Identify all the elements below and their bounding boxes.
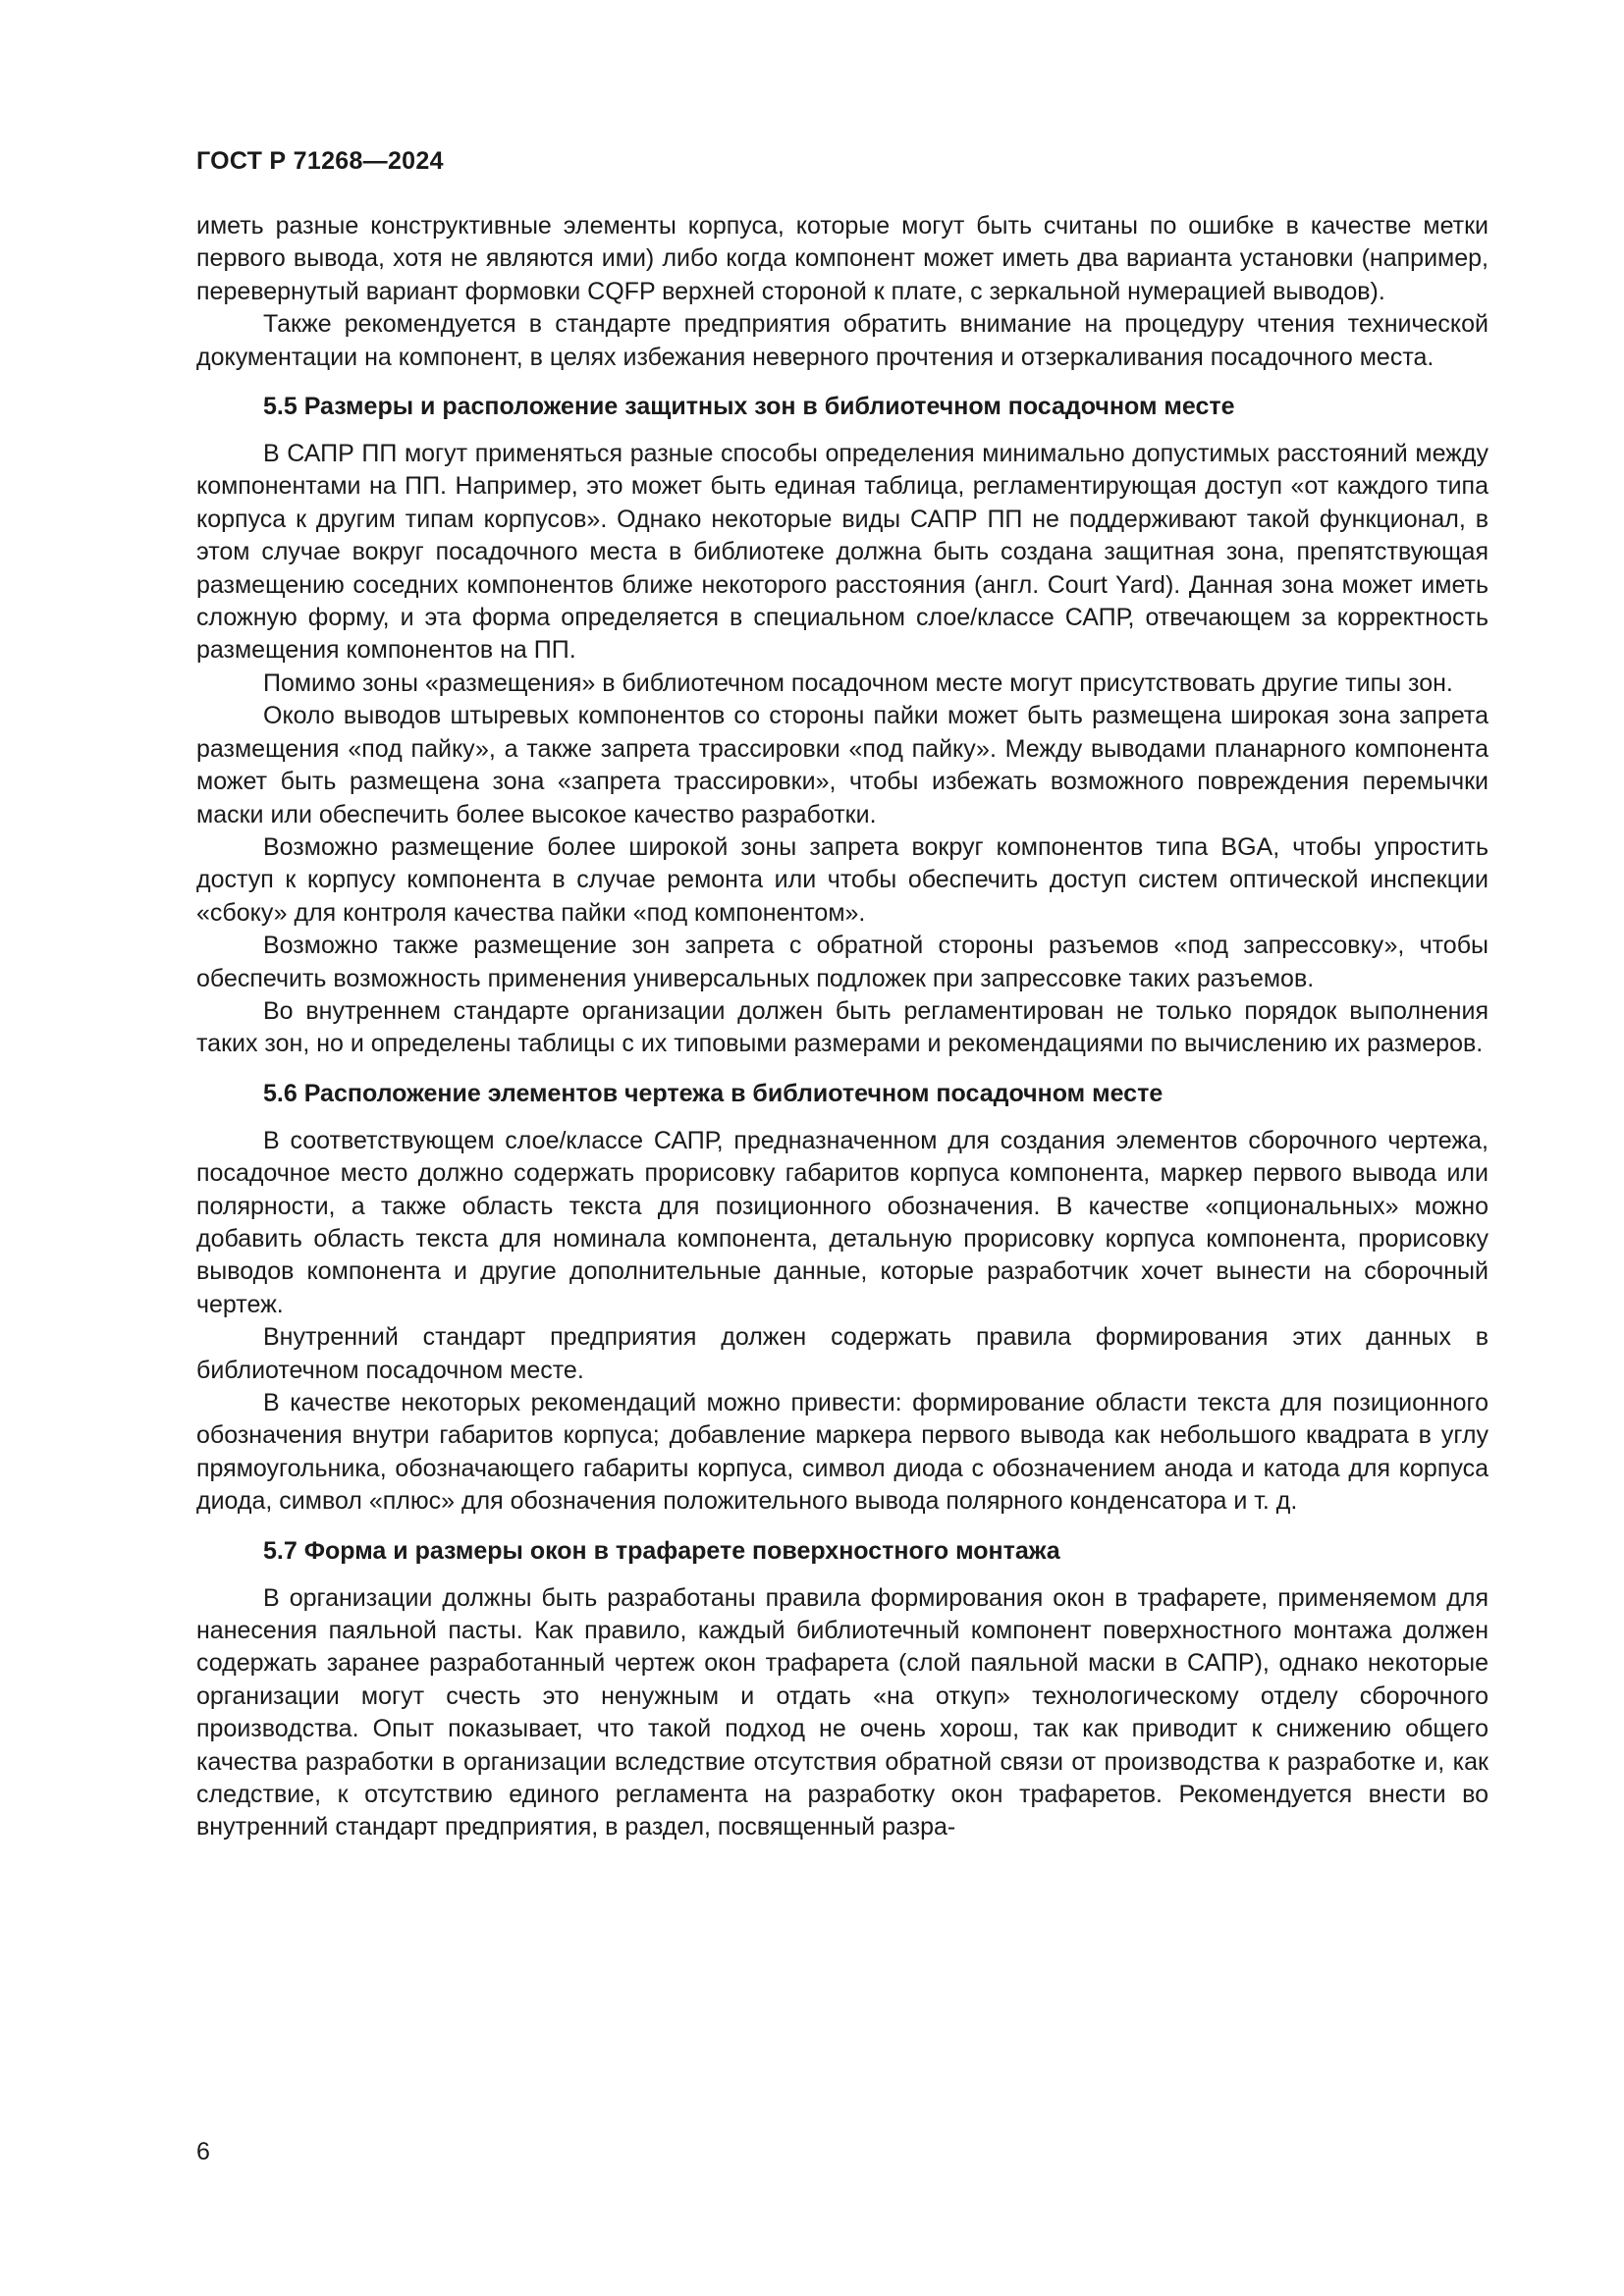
section-5-6-paragraph: В соответствующем слое/классе САПР, предназначенном для создания элементов сборочного чертежа, посадочное место должно содержать прорисовку габаритов корпуса компонента, маркер первого вывода или полярности, а также область текста для позиционного обозначения. В качестве «опциональных» можно добавить область текста для номинала компонента, детальную прорисовку корпуса компонента, прорисовку выводов компонента и другие дополнительные данные, которые разработчик хочет вынести на сборочный чертеж.	[196, 1126, 1489, 1318]
paragraph-recommendation: Также рекомендуется в стандарте предприятия обратить внимание на процедуру чтения технической документации на компонент, в целях избежания неверного прочтения и отзеркаливания посадочного места.	[196, 310, 1489, 371]
section-5-5-heading: 5.5 Размеры и расположение защитных зон в библиотечном посадочном месте	[263, 393, 1235, 421]
paragraph-continuation: иметь разные конструктивные элементы корпуса, которые могут быть считаны по ошибке в качестве метки первого вывода, хотя не являются ими) либо когда компонент может иметь два варианта установки (например, перевернутый вариант формовки CQFP верхней стороной к плате, с зеркальной нумерацией выводов).	[196, 212, 1489, 305]
section-5-7-paragraph: В организации должны быть разработаны правила формирования окон в трафарете, применяемом для нанесения паяльной пасты. Как правило, каждый библиотечный компонент поверхностного монтажа должен содержать заранее разработанный чертеж окон трафарета (слой паяльной маски в САПР), однако некоторые организации могут счесть это ненужным и отдать «на откуп» технологическому отделу сборочного производства. Опыт показывает, что такой подход не очень хорош, так как приводит к снижению общего качества разработки в организации вследствие отсутствия обратной связи от производства к разработке и, как следствие, к отсутствию единого регламента на разработку окон трафаретов. Рекомендуется внести во внутренний стандарт предприятия, в раздел, посвященный разра-	[196, 1583, 1489, 1842]
section-5-5-paragraph: Возможно размещение более широкой зоны запрета вокруг компонентов типа BGA, чтобы упростить доступ к корпусу компонента в случае ремонта или чтобы обеспечить доступ систем оптической инспекции «сбоку» для контроля качества пайки «под компонентом».	[196, 832, 1489, 927]
section-5-5-paragraph: Около выводов штыревых компонентов со стороны пайки может быть размещена широкая зона запрета размещения «под пайку», а также запрета трассировки «под пайку». Между выводами планарного компонента может быть размещена зона «запрета трассировки», чтобы избежать возможного повреждения перемычки маски или обеспечить более высокое качество разработки.	[196, 702, 1489, 828]
section-5-5-paragraph: Помимо зоны «размещения» в библиотечном посадочном месте могут присутствовать другие типы зон.	[263, 668, 1453, 697]
document-page	[196, 145, 1489, 1844]
section-5-5-paragraph: Во внутреннем стандарте организации должен быть регламентирован не только порядок выполнения таких зон, но и определены таблицы с их типовыми размерами и рекомендациями по вычислению их размеров.	[196, 996, 1489, 1058]
section-5-7-heading: 5.7 Форма и размеры окон в трафарете поверхностного монтажа	[263, 1536, 1060, 1565]
section-5-6-paragraph: Внутренний стандарт предприятия должен содержать правила формирования этих данных в библиотечном посадочном месте.	[196, 1323, 1489, 1384]
page-number: 6	[196, 2138, 210, 2165]
section-5-5-paragraph: В САПР ПП могут применяться разные способы определения минимально допустимых расстояний между компонентами на ПП. Например, это может быть единая таблица, регламентирующая доступ «от каждого типа корпуса к другим типам корпусов». Однако некоторые виды САПР ПП не поддерживают такой функционал, в этом случае вокруг посадочного места в библиотеке должна быть создана защитная зона, препятствующая размещению соседних компонентов ближе некоторого расстояния (англ. Court Yard). Данная зона может иметь сложную форму, и эта форма определяется в специальном слое/классе САПР, отвечающем за корректность размещения компонентов на ПП.	[196, 440, 1489, 665]
standard-header: ГОСТ Р 71268—2024	[196, 147, 444, 175]
section-5-6-heading: 5.6 Расположение элементов чертежа в библиотечном посадочном месте	[263, 1079, 1164, 1107]
document-body	[196, 210, 1489, 1844]
section-5-6-paragraph: В качестве некоторых рекомендаций можно привести: формирование области текста для позиционного обозначения внутри габаритов корпуса; добавление маркера первого вывода как небольшого квадрата в углу прямоугольника, обозначающего габариты корпуса, символ диода с обозначением анода и катода для корпуса диода, символ «плюс» для обозначения положительного вывода полярного конденсатора и т. д.	[196, 1389, 1489, 1516]
section-5-5-paragraph: Возможно также размещение зон запрета с обратной стороны разъемов «под запрессовку», чтобы обеспечить возможность применения универсальных подложек при запрессовке таких разъемов.	[196, 932, 1489, 992]
